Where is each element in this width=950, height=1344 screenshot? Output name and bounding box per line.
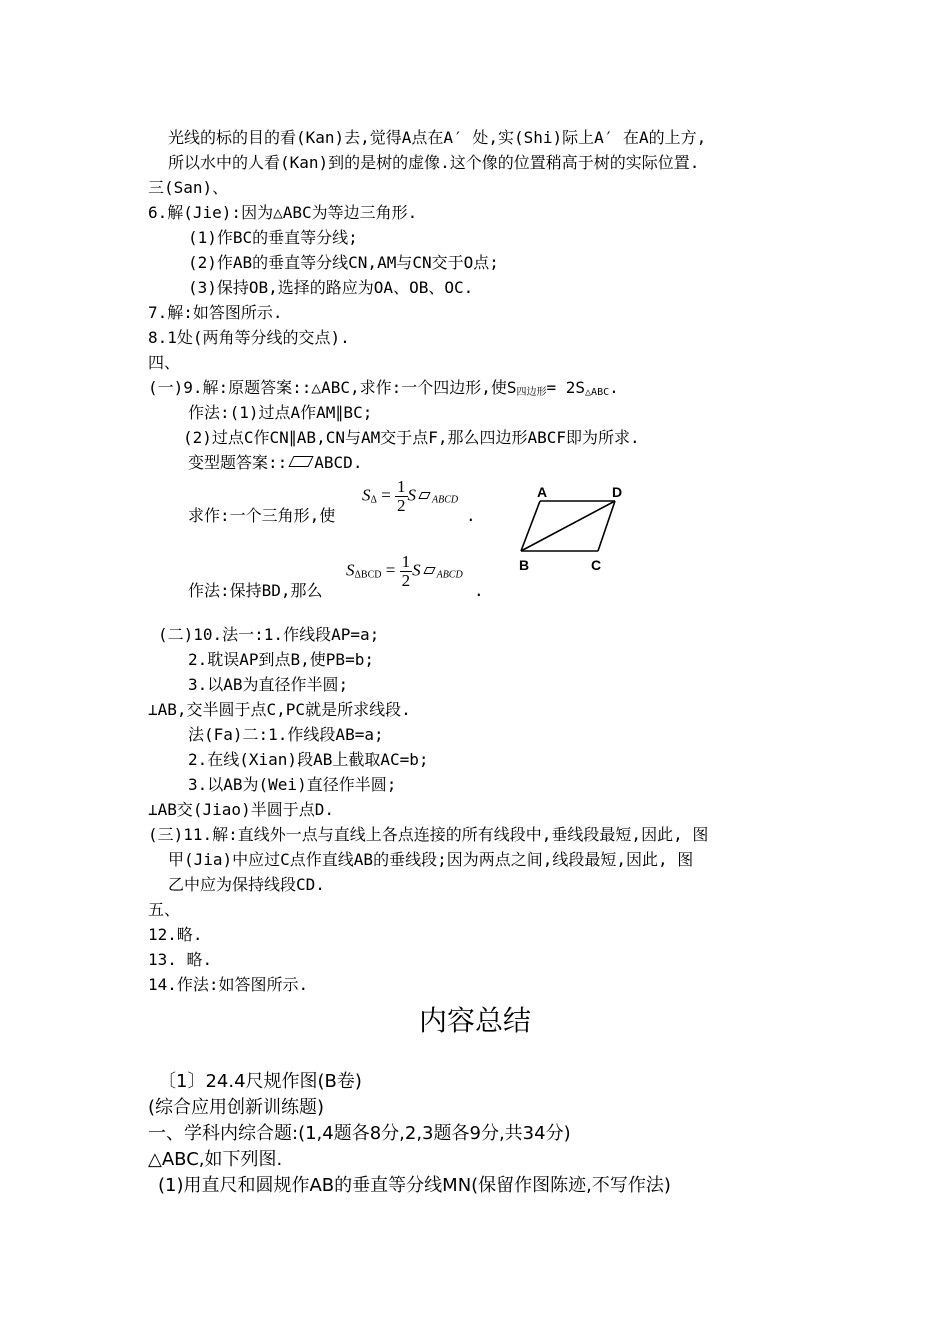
text-line: 6.解(Jie):因为△ABC为等边三角形.: [148, 203, 418, 222]
q9-mid: = 2S: [546, 378, 586, 397]
text-line: 所以水中的人看(Kan)到的是树的虚像.这个像的位置稍高于树的实际位置.: [168, 153, 700, 172]
section-heading: 四、: [148, 353, 181, 372]
formula2-eq: =: [385, 560, 396, 580]
variant-prefix: 变型题答案::: [188, 453, 288, 472]
variant-suffix: ABCD.: [314, 453, 363, 472]
text-line: 2.在线(Xian)段AB上截取AC=b;: [188, 750, 429, 769]
q9-line: [148, 378, 619, 403]
seek-text: 求作:一个三角形,使: [188, 506, 336, 525]
formula1-lhs: S: [362, 485, 371, 505]
figure-label-d: D: [612, 484, 623, 500]
text-line: (三)11.解:直线外一点与直线上各点连接的所有线段中,垂线段最短,因此, 图: [148, 825, 709, 844]
parallelogram-figure: [508, 482, 638, 574]
text-line: 12.略.: [148, 925, 203, 944]
text-line: ⊥AB,交半圆于点C,PC就是所求线段.: [148, 700, 411, 719]
text-line: (2)作AB的垂直等分线CN,AM与CN交于O点;: [188, 253, 499, 272]
method-suffix: .: [474, 581, 484, 600]
summary-line: 一、学科内综合题:(1,4题各8分,2,3题各9分,共34分): [148, 1123, 571, 1144]
figure-label-b: B: [519, 557, 530, 573]
text-line: ⊥AB交(Jiao)半圆于点D.: [148, 800, 334, 819]
variant-line: [188, 453, 362, 473]
summary-line: △ABC,如下列图.: [148, 1149, 283, 1170]
formula1-rhs-sub: ABCD: [432, 494, 459, 506]
formula2-rhs: S: [412, 560, 421, 580]
formula1-eq: =: [381, 485, 391, 505]
text-line: (3)保持OB,选择的路应为OA、OB、OC.: [188, 278, 474, 297]
formula1-num: 1: [397, 477, 406, 496]
q9-suffix: .: [609, 378, 619, 397]
text-line: 乙中应为保持线段CD.: [168, 875, 325, 894]
formula-area-half: [362, 478, 458, 515]
summary-line: (1)用直尺和圆规作AB的垂直等分线MN(保留作图陈迹,不写作法): [158, 1175, 671, 1196]
summary-line: (综合应用创新训练题): [148, 1097, 325, 1118]
section-heading: 三(San)、: [148, 178, 229, 197]
text-line: 甲(Jia)中应过C点作直线AB的垂线段;因为两点之间,线段最短,因此, 图: [168, 850, 694, 869]
parallelogram-icon: [423, 567, 435, 574]
text-line: 8.1处(两角等分线的交点).: [148, 328, 350, 347]
summary-title: 内容总结: [418, 1004, 531, 1037]
formula1-lhs-sub: Δ: [370, 494, 377, 506]
method-text: 作法:保持BD,那么: [188, 581, 323, 600]
q9-sub1: 四边形: [516, 387, 547, 398]
formula2-lhs-sub: ΔBCD: [354, 569, 382, 581]
q9-prefix: (一)9.解:原题答案::△ABC,求作:一个四边形,使S: [148, 378, 517, 397]
seek-suffix: .: [466, 506, 476, 525]
figure-edge-ba: [521, 501, 540, 551]
formula1-fraction: [395, 478, 408, 515]
text-line: 光线的标的目的看(Kan)去,觉得A点在A′ 处,实(Shi)际上A′ 在A的上方,: [168, 128, 707, 147]
text-line: 3.以AB为(Wei)直径作半圆;: [188, 775, 397, 794]
formula2-fraction: [400, 553, 413, 590]
text-line: 作法:(1)过点A作AM∥BC;: [188, 403, 373, 422]
formula2-den: 2: [401, 571, 411, 590]
text-line: 14.作法:如答图所示.: [148, 975, 309, 994]
formula-area-bcd: [346, 553, 463, 590]
parallelogram-icon: [418, 492, 430, 499]
formula2-rhs-sub: ABCD: [436, 569, 463, 581]
text-line: 2.耽误AP到点B,使PB=b;: [188, 650, 374, 669]
text-line: 法(Fa)二:1.作线段AB=a;: [188, 725, 384, 744]
summary-line: 〔1〕24.4尺规作图(B卷): [158, 1071, 362, 1092]
text-line: 13. 略.: [148, 950, 213, 969]
text-line: 7.解:如答图所示.: [148, 303, 283, 322]
formula1-rhs: S: [407, 485, 417, 505]
text-line: (二)10.法一:1.作线段AP=a;: [158, 625, 380, 644]
parallelogram-icon: [289, 456, 314, 467]
figure-label-a: A: [537, 484, 548, 500]
text-line: 3.以AB为直径作半圆;: [188, 675, 349, 694]
section-heading: 五、: [148, 900, 181, 919]
text-line: (1)作BC的垂直等分线;: [188, 228, 358, 247]
text-line: (2)过点C作CN∥AB,CN与AM交于点F,那么四边形ABCF即为所求.: [183, 428, 640, 447]
figure-label-c: C: [591, 557, 602, 573]
formula1-den: 2: [397, 496, 406, 515]
q9-sub2: △ABC: [585, 387, 610, 398]
formula2-num: 1: [401, 552, 411, 571]
formula2-lhs: S: [346, 560, 355, 580]
